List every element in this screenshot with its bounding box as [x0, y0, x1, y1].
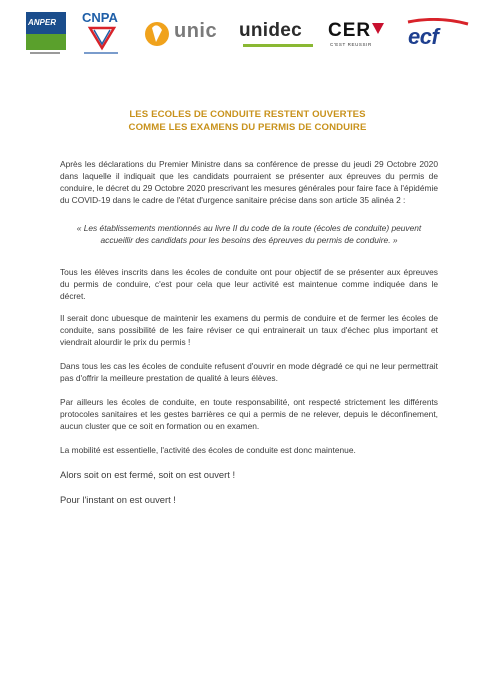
paragraph-degraded-mode: Dans tous les cas les écoles de conduite refusent d'ouvrir en mode dégradé ce qui ne leur permettrait pas d'offrir la meilleure prestation de qualité à leurs élèves.	[60, 361, 438, 383]
cer-logo	[328, 20, 390, 50]
paragraph-intro: Après les déclarations du Premier Ministre dans sa conférence de presse du jeudi 29 Octobre 2020 dans laquelle il indiquait que les candidats pourraient se présenter aux épreuves du permis de conduire, le décret du 29 Octobre 2020 prescrivant les mesures générales pour faire face à l'épidémie du COVID-19 dans le cadre de l'état d'urgence sanitaire précise dans son article 35 alinéa 2 :	[60, 159, 438, 205]
paragraph-students: Tous les élèves inscrits dans les écoles de conduite ont pour objectif de se présenter aux épreuves du permis de conduire, c'est pour cela que leur activité est maintenue comme indiquée dans le décret.	[60, 267, 438, 301]
anper-logo	[26, 12, 66, 56]
decree-quote: « Les établissements mentionnés au livre II du code de la route (écoles de conduite) peuvent accueillir des candidats pour les besoins des épreuves du permis de conduire. »	[76, 223, 422, 245]
cnpa-logo	[82, 10, 122, 58]
paragraph-mobility: La mobilité est essentielle, l'activité des écoles de conduite est donc maintenue.	[60, 445, 356, 455]
paragraph-ubuesque: Il serait donc ubuesque de maintenir les examens du permis de conduire et de fermer les écoles de conduite, sans possibilité de les faire réviser ce qui entrainerait un taux d'échec plus important et viendrait alourdir le prix du permis !	[60, 313, 438, 347]
unic-logo	[144, 18, 224, 52]
ecf-logo	[404, 18, 472, 52]
cer-logo-text: CER	[328, 20, 372, 41]
unidec-logo	[239, 20, 319, 50]
anper-logo-text: ANPER	[28, 18, 57, 27]
statement-open-now: Pour l'instant on est ouvert !	[60, 494, 176, 505]
paragraph-protocols: Par ailleurs les écoles de conduite, en toute responsabilité, ont respecté strictement les différents protocoles sanitaires et les gestes barrières ce qui a permis de ne relever, depuis le déconfinement, aucun cluster que ce soit en formation ou en examen.	[60, 397, 438, 431]
ecf-logo-text: ecf	[408, 24, 439, 49]
logo-bar	[0, 0, 495, 64]
unidec-logo-text: unidec	[239, 20, 303, 41]
unic-logo-text: unic	[174, 20, 218, 42]
statement-open-closed: Alors soit on est fermé, soit on est ouvert !	[60, 469, 236, 480]
cer-tagline: C'EST REUSSIR	[330, 42, 372, 47]
document-title	[0, 108, 495, 134]
cnpa-logo-text: CNPA	[82, 10, 118, 25]
title-line-2: COMME LES EXAMENS DU PERMIS DE CONDUIRE	[128, 122, 367, 133]
title-line-1: LES ECOLES DE CONDUITE RESTENT OUVERTES	[129, 109, 366, 120]
